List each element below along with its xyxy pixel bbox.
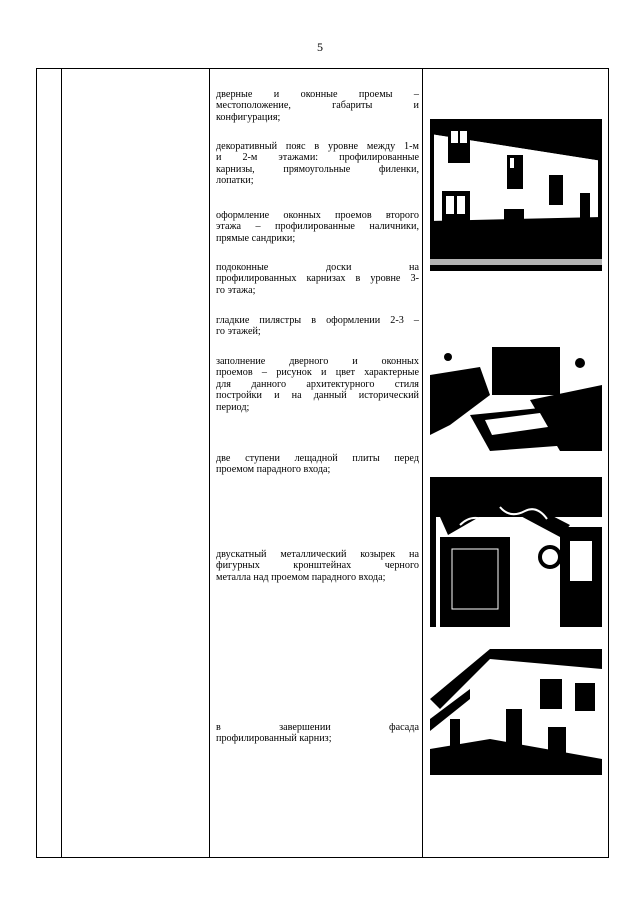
column-divider bbox=[422, 69, 423, 857]
text-line: декоративный пояс в уровне между 1-м bbox=[216, 141, 419, 152]
text-line: карнизы, прямоугольные филенки, bbox=[216, 163, 419, 175]
heritage-table bbox=[36, 68, 609, 858]
description-fillings bbox=[216, 356, 419, 413]
text-line: проемом парадного входа; bbox=[216, 464, 331, 476]
text-line: заполнение дверного и оконных bbox=[216, 356, 419, 367]
text-line: профилированный карниз; bbox=[216, 733, 332, 745]
text-line: конфигурация; bbox=[216, 111, 281, 123]
text-line: подоконные доски на bbox=[216, 262, 419, 273]
text-line: дверные и оконные проемы – bbox=[216, 89, 419, 100]
canopy-photo bbox=[430, 477, 602, 627]
text-line: период; bbox=[216, 401, 250, 413]
description-steps bbox=[216, 453, 419, 476]
description-decorative-belt bbox=[216, 141, 419, 187]
text-line: профилированных карнизах в уровне 3- bbox=[216, 273, 419, 285]
text-line: для данного архитектурного стиля bbox=[216, 378, 419, 390]
column-divider bbox=[209, 69, 210, 857]
cornice-photo bbox=[430, 649, 602, 775]
description-openings bbox=[216, 89, 419, 123]
text-line: местоположение, габариты и bbox=[216, 100, 419, 112]
text-line: и 2-м этажами: профилированные bbox=[216, 152, 419, 164]
description-window-trim bbox=[216, 210, 419, 244]
text-line: го этажей; bbox=[216, 326, 261, 338]
text-line: две ступени лещадной плиты перед bbox=[216, 453, 419, 464]
text-line: этажа – профилированные наличники, bbox=[216, 221, 419, 233]
description-cornice bbox=[216, 722, 419, 745]
text-line: гладкие пилястры в оформлении 2-3 – bbox=[216, 315, 419, 326]
description-pilasters bbox=[216, 315, 419, 338]
text-line: оформление оконных проемов второго bbox=[216, 210, 419, 221]
text-line: двускатный металлический козырек на bbox=[216, 549, 419, 560]
page-number: 5 bbox=[317, 40, 323, 54]
text-line: постройки и на данный исторический bbox=[216, 390, 419, 402]
text-line: фигурных кронштейнах черного bbox=[216, 560, 419, 572]
text-line: металла над проемом парадного входа; bbox=[216, 571, 386, 583]
facade-photo bbox=[430, 119, 602, 271]
text-line: го этажа; bbox=[216, 284, 256, 296]
text-line: в завершении фасада bbox=[216, 722, 419, 733]
text-line: проемов – рисунок и цвет характерные bbox=[216, 367, 419, 379]
column-divider bbox=[61, 69, 62, 857]
description-window-sills bbox=[216, 262, 419, 296]
text-line: лопатки; bbox=[216, 175, 254, 187]
description-canopy bbox=[216, 549, 419, 583]
entrance-steps-photo bbox=[430, 345, 602, 451]
text-line: прямые сандрики; bbox=[216, 232, 296, 244]
